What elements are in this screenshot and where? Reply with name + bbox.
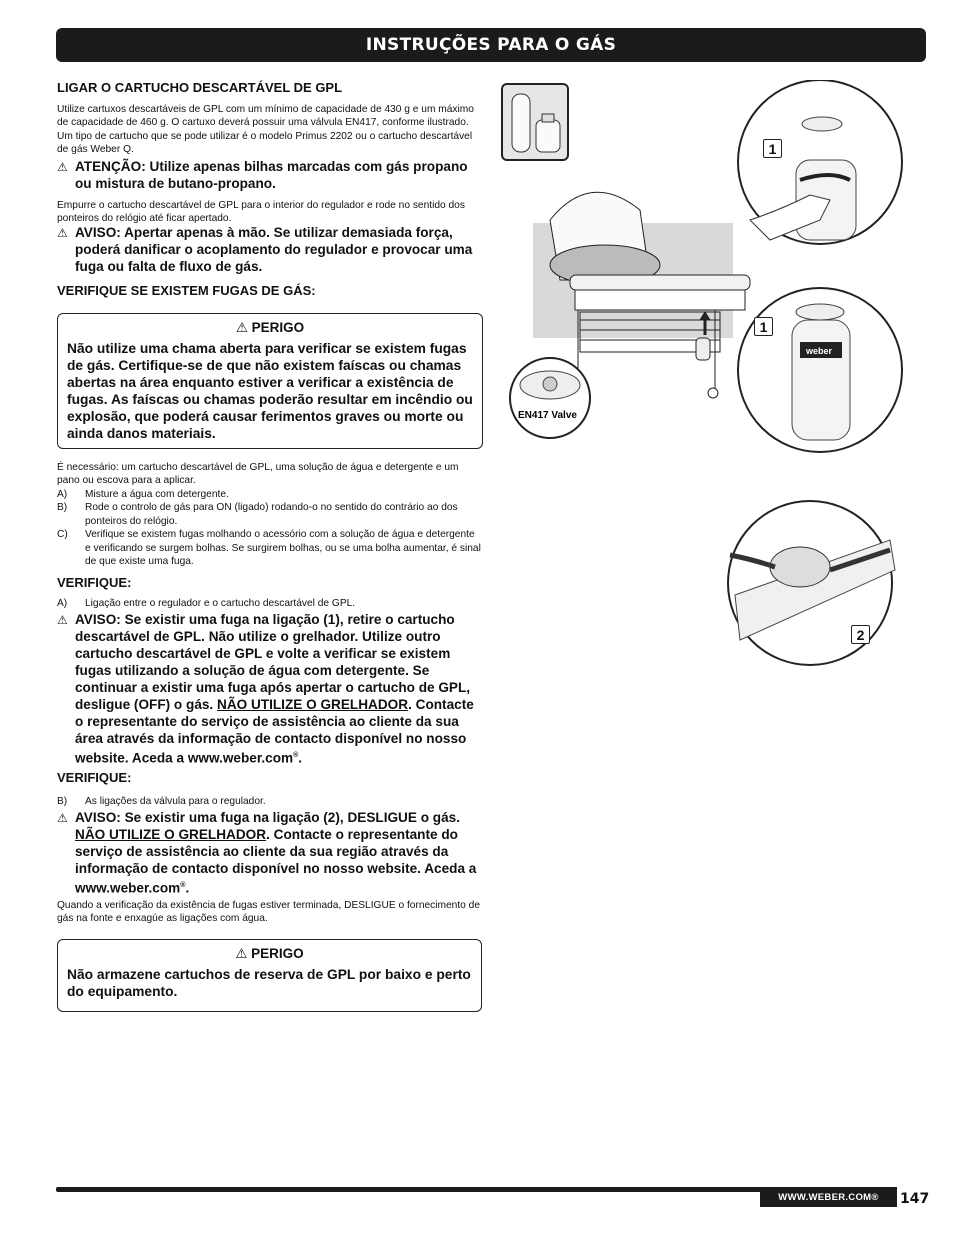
attention-note [57, 158, 482, 192]
callout-number: 1 [768, 140, 777, 157]
hand-tighten-warning [57, 224, 482, 275]
cartridge-thumbnail [502, 84, 568, 160]
list-text: Ligação entre o regulador e o cartucho descartável de GPL. [85, 598, 356, 609]
warning-triangle-icon: ⚠ [57, 613, 68, 627]
section-heading: LIGAR O CARTUCHO DESCARTÁVEL DE GPL [57, 80, 343, 95]
warning-underlined: NÃO UTILIZE O GRELHADOR [217, 697, 409, 712]
instruction-paragraph [57, 199, 482, 226]
check2-warning [57, 809, 482, 897]
attention-text: ATENÇÃO: Utilize apenas bilhas marcadas com gás propano ou mistura de butano-propano. [75, 159, 468, 191]
warning-triangle-icon: ⚠ [57, 226, 68, 240]
danger-box-storage [57, 939, 482, 1012]
warning-triangle-icon: ⚠ [235, 946, 252, 961]
check1-heading [57, 575, 482, 590]
warning-text-cont: . Contacte o representante do serviço de assistência ao cliente da sua região através da informação de contacto disponível no nosso website. Aceda a www.weber.com [75, 827, 477, 896]
requirements-paragraph [57, 461, 482, 488]
list-text: Verifique se existem fugas molhando o acessório com a solução de água e detergente e verificando se surgem bolhas. Se surgirem bolhas, ou se uma bolha aumentar, é sinal de que existe uma fuga. [85, 529, 481, 568]
callout-number: 1 [759, 318, 768, 335]
warning-text: AVISO: Se existir uma fuga na ligação (1), retire o cartucho descartável de GPL. Não utilize o grelhador. Utilize outro cartucho descartável de GPL e volte a verificar se existem fugas utilizando a solução de água com detergente. Se continuar a existir uma fuga após apertar o cartucho de GPL, desligue (OFF) o gás. [75, 612, 471, 712]
danger-body: Não utilize uma chama aberta para verificar se existem fugas de gás. Certifique-se de que não existem faíscas ou chamas abertas na área enquanto estiver a verificar a existência de fugas. As faíscas ou chamas poderão resultar em incêndio ou explosão, que poderá causar ferimentos graves ou morte ou ainda danos materiais. [67, 341, 473, 441]
danger-title: PERIGO [251, 946, 304, 961]
twist-detail [738, 80, 902, 244]
list-item [57, 488, 482, 501]
warning-text: AVISO: Apertar apenas à mão. Se utilizar demasiada força, poderá danificar o acoplamento do regulador e provocar uma fuga ou falta de fluxo de gás. [75, 225, 473, 274]
warning-triangle-icon: ⚠ [235, 320, 252, 335]
registered-mark: ® [293, 752, 299, 759]
after-check-text: Quando a verificação da existência de fugas estiver terminada, DESLIGUE o fornecimento de gás na fonte e enxagúe as ligações com água. [57, 900, 481, 925]
intro-paragraph [57, 103, 482, 157]
check1-warning [57, 611, 482, 767]
check1-item [57, 597, 482, 610]
page-number: 147 [900, 1191, 930, 1207]
list-key: C) [57, 529, 68, 541]
registered-mark: ® [180, 882, 186, 889]
footer-website: WWW.WEBER.COM® [760, 1187, 897, 1207]
danger-title: PERIGO [251, 320, 305, 335]
after-check-paragraph [57, 899, 482, 926]
callout-1-top [763, 139, 782, 158]
callout-number: 2 [856, 626, 865, 643]
brand-logo: weber [806, 346, 833, 356]
list-key: B) [57, 502, 68, 514]
check-heading-text: VERIFIQUE: [57, 770, 132, 785]
danger-body: Não armazene cartuchos de reserva de GPL por baixo e perto do equipamento. [67, 967, 471, 999]
section-connect-cartridge [57, 80, 482, 95]
callout-2 [851, 625, 870, 644]
callout-1-bottom [754, 317, 773, 336]
warning-triangle-icon: ⚠ [57, 160, 68, 174]
intro-text: Utilize cartuxos descartáveis de GPL com um mínimo de capacidade de 430 g e um máximo de capacidade de 460 g. O cartuxo deverá possuir uma válvula EN417, conforme ilustrado. Um tipo de cartucho que se pode utilizar é o modelo Primus 2202 ou o cartucho descartável de gás Weber Q. [57, 104, 474, 156]
list-item [57, 501, 482, 528]
requirements-text: É necessário: um cartucho descartável de GPL, uma solução de água e detergente e um pano ou escova para a aplicar. [57, 462, 459, 487]
grill-cartridge-illustration [500, 80, 940, 680]
leak-heading-text: VERIFIQUE SE EXISTEM FUGAS DE GÁS: [57, 283, 316, 298]
warning-underlined: NÃO UTILIZE O GRELHADOR [75, 827, 267, 842]
list-text: Rode o controlo de gás para ON (ligado) rodando-o no sentido do contrário ao dos ponteiros do relógio. [85, 502, 458, 527]
danger-box-flame [57, 313, 483, 449]
warning-end: . [298, 750, 303, 766]
page-header [56, 28, 926, 62]
warning-text-cont: . Contacte o representante do serviço de assistência ao cliente da sua área através da informação de contacto disponível no nosso website. Aceda a www.weber.com [75, 697, 474, 766]
list-key: B) [57, 796, 68, 807]
steps-list [57, 488, 482, 568]
list-key: A) [57, 598, 68, 609]
check2-item [57, 795, 482, 808]
instruction-text: Empurre o cartucho descartável de GPL para o interior do regulador e rode no sentido dos ponteiros do relógio até ficar apertado. [57, 200, 465, 225]
page-title: INSTRUÇÕES PARA O GÁS [365, 35, 617, 55]
warning-triangle-icon: ⚠ [57, 811, 68, 825]
list-key: A) [57, 489, 68, 500]
attached-detail [738, 288, 902, 452]
list-text: As ligações da válvula para o regulador. [85, 796, 266, 807]
warning-text: AVISO: Se existir uma fuga na ligação (2), DESLIGUE o gás. [75, 810, 460, 825]
list-text: Misture a água com detergente. [85, 489, 229, 500]
check-heading-text: VERIFIQUE: [57, 575, 132, 590]
valve-label: EN417 Valve [518, 410, 577, 421]
warning-end: . [185, 880, 190, 896]
list-item [57, 528, 482, 568]
valve-detail [510, 358, 590, 438]
leak-check-heading [57, 283, 482, 298]
check2-heading [57, 770, 482, 785]
